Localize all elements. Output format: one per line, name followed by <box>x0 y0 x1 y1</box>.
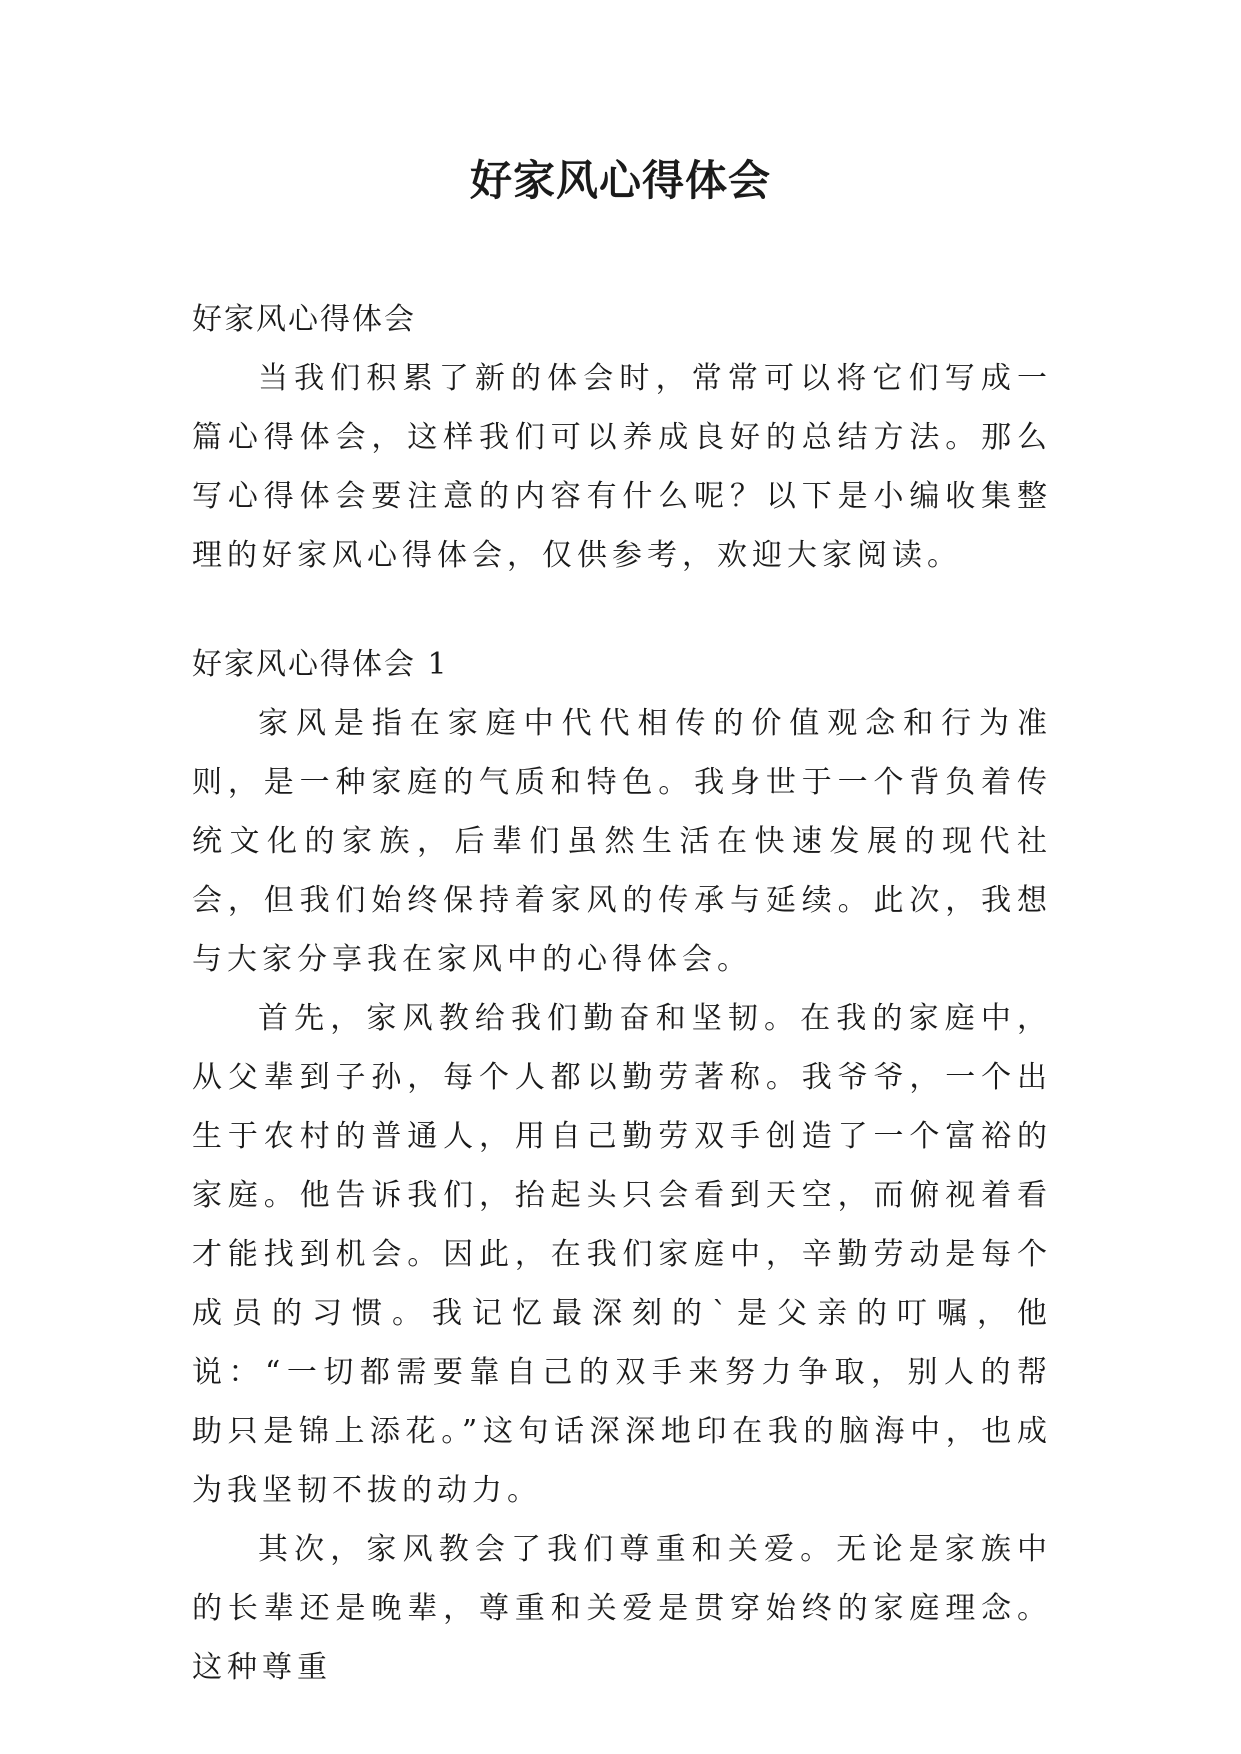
body-paragraph: 其次，家风教会了我们尊重和关爱。无论是家族中的长辈还是晚辈，尊重和关爱是贯穿始终的家庭理念。这种尊重 <box>192 1532 1052 1685</box>
section-spacer <box>192 585 1052 635</box>
subtitle: 好家风心得体会 <box>192 302 416 337</box>
body-paragraph: 首先，家风教给我们勤奋和坚韧。在我的家庭中，从父辈到子孙，每个人都以勤劳著称。我爷爷，一个出生于农村的普通人，用自己勤劳双手创造了一个富裕的家庭。他告诉我们，抬起头只会看到天空，而俯视着看才能找到机会。因此，在我们家庭中，辛勤劳动是每个成员的习惯。我记忆最深刻的`是父亲的叮嘱，他说：“一切都需要靠自己的双手来努力争取，别人的帮助只是锦上添花。”这句话深深地印在我的脑海中，也成为我坚韧不拔的动力。 <box>192 1001 1052 1508</box>
intro-paragraph: 当我们积累了新的体会时，常常可以将它们写成一篇心得体会，这样我们可以养成良好的总结方法。那么写心得体会要注意的内容有什么呢？以下是小编收集整理的好家风心得体会，仅供参考，欢迎大家阅读。 <box>192 361 1052 573</box>
section-heading: 好家风心得体会 1 <box>192 647 449 682</box>
body-paragraph: 家风是指在家庭中代代相传的价值观念和行为准则，是一种家庭的气质和特色。我身世于一个背负着传统文化的家族，后辈们虽然生活在快速发展的现代社会，但我们始终保持着家风的传承与延续。此次，我想与大家分享我在家风中的心得体会。 <box>192 706 1052 977</box>
document-title: 好家风心得体会 <box>469 156 771 205</box>
document-body <box>192 290 1052 1697</box>
